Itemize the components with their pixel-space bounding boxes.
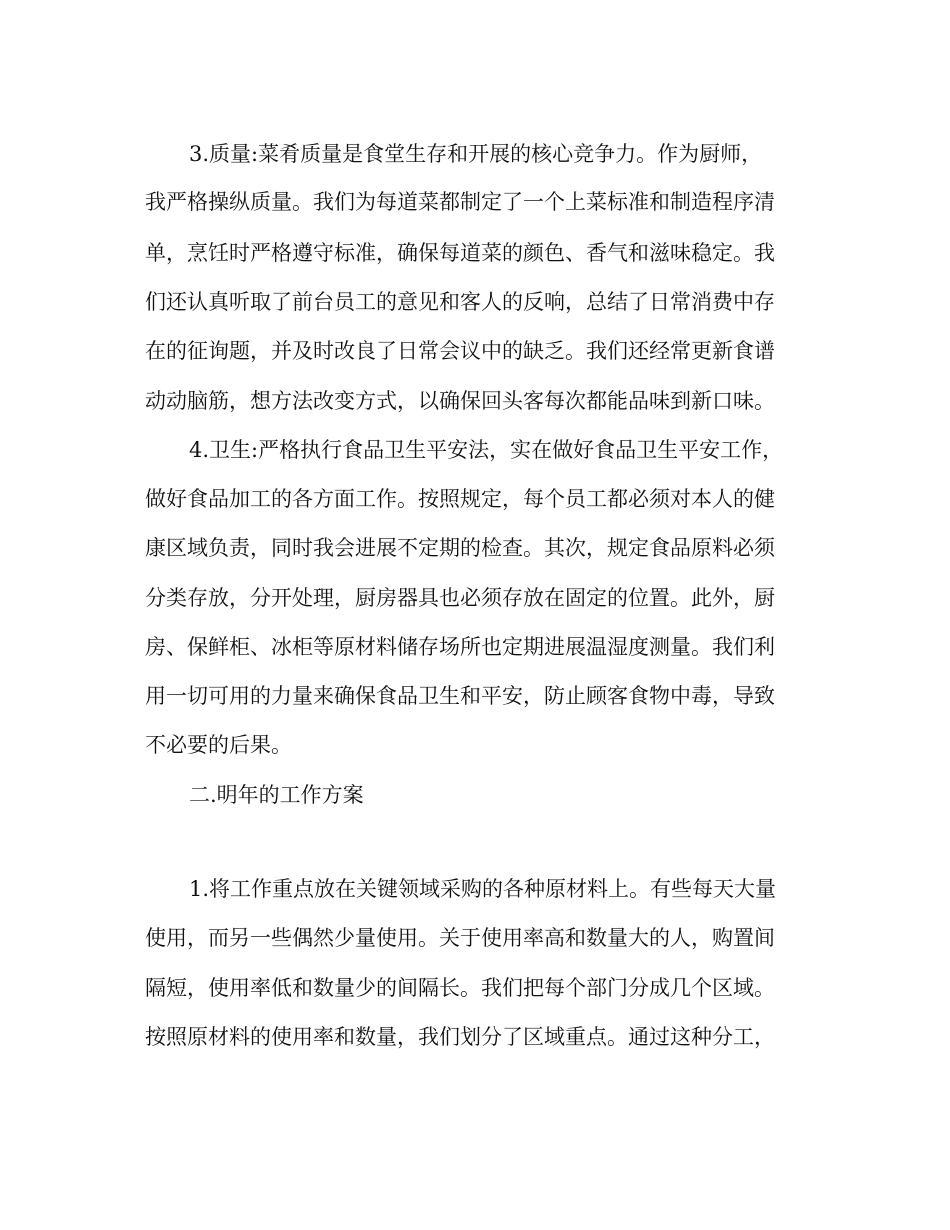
section-heading: 二.明年的工作方案 bbox=[189, 783, 364, 807]
paragraph-quality-line-3: 单，烹饪时严格遵守标准，确保每道菜的颜色、香气和滋味稳定。我 bbox=[145, 241, 775, 265]
paragraph-quality-line-4: 们还认真听取了前台员工的意见和客人的反响，总结了日常消费中存 bbox=[145, 290, 775, 314]
paragraph-hygiene-line-1: 4.卫生:严格执行食品卫生平安法，实在做好食品卫生平安工作， bbox=[189, 438, 784, 462]
paragraph-procurement-line-1: 1.将工作重点放在关键领域采购的各种原材料上。有些每天大量 bbox=[189, 877, 777, 901]
paragraph-procurement-line-3: 隔短，使用率低和数量少的间隔长。我们把每个部门分成几个区域。 bbox=[145, 976, 775, 1000]
paragraph-hygiene-line-7: 不必要的后果。 bbox=[145, 733, 292, 757]
paragraph-procurement-line-4: 按照原材料的使用率和数量，我们划分了区域重点。通过这种分工， bbox=[145, 1025, 775, 1049]
paragraph-quality-line-6: 动动脑筋，想方法改变方式，以确保回头客每次都能品味到新口味。 bbox=[145, 389, 775, 413]
paragraph-quality-line-2: 我严格操纵质量。我们为每道菜都制定了一个上菜标准和制造程序清 bbox=[145, 190, 775, 214]
paragraph-hygiene-line-5: 房、保鲜柜、冰柜等原材料储存场所也定期进展温湿度测量。我们利 bbox=[145, 635, 775, 659]
paragraph-hygiene-line-4: 分类存放，分开处理，厨房器具也必须存放在固定的位置。此外，厨 bbox=[145, 586, 775, 610]
paragraph-quality-line-5: 在的征询题，并及时改良了日常会议中的缺乏。我们还经常更新食谱 bbox=[145, 339, 775, 363]
paragraph-quality-line-1: 3.质量:菜肴质量是食堂生存和开展的核心竞争力。作为厨师， bbox=[189, 142, 763, 166]
paragraph-procurement-line-2: 使用，而另一些偶然少量使用。关于使用率高和数量大的人，购置间 bbox=[145, 926, 775, 950]
paragraph-hygiene-line-3: 康区域负责，同时我会进展不定期的检查。其次，规定食品原料必须 bbox=[145, 536, 775, 560]
paragraph-hygiene-line-6: 用一切可用的力量来确保食品卫生和平安，防止顾客食物中毒，导致 bbox=[145, 684, 775, 708]
paragraph-hygiene-line-2: 做好食品加工的各方面工作。按照规定，每个员工都必须对本人的健 bbox=[145, 487, 775, 511]
